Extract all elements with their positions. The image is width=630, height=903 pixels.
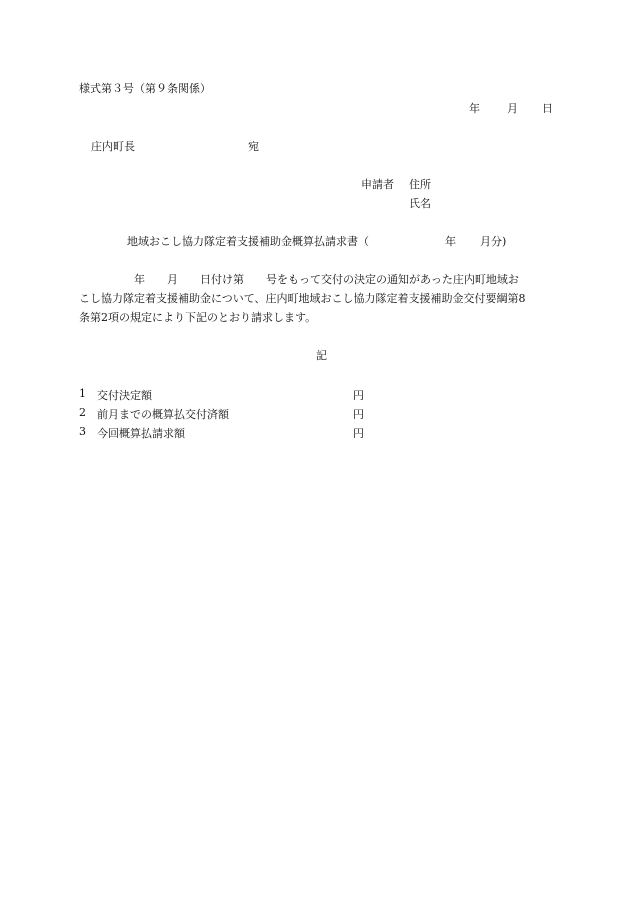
body-text-line-1: 年 月 日付け第 号をもって交付の決定の通知があった庄内町地域お xyxy=(79,273,519,286)
item-unit: 円 xyxy=(353,408,364,421)
item-unit: 円 xyxy=(353,389,364,402)
form-number: 様式第３号（第９条関係） xyxy=(79,82,211,95)
title-year-label: 年 xyxy=(445,235,456,248)
title-month-label: 月分) xyxy=(480,235,507,248)
list-item xyxy=(79,387,379,401)
document-title: 地域おこし協力隊定着支援補助金概算払請求書（ xyxy=(127,235,369,248)
applicant-label: 申請者 xyxy=(361,178,394,191)
date-year-label: 年 xyxy=(469,102,480,115)
item-number: 2 xyxy=(79,406,86,419)
item-unit: 円 xyxy=(353,427,364,440)
item-label: 前月までの概算払交付済額 xyxy=(97,408,229,421)
ki-heading: 記 xyxy=(316,349,327,362)
recipient-name: 庄内町長 xyxy=(91,140,135,153)
item-number: 1 xyxy=(79,387,86,400)
date-day-label: 日 xyxy=(542,102,553,115)
list-item xyxy=(79,425,379,439)
item-label: 今回概算払請求額 xyxy=(97,427,185,440)
body-text-line-2: こし協力隊定着支援補助金について、庄内町地域おこし協力隊定着支援補助金交付要綱第8 xyxy=(79,292,526,305)
item-number: 3 xyxy=(79,425,86,438)
name-label: 氏名 xyxy=(409,197,431,210)
recipient-suffix: 宛 xyxy=(248,140,259,153)
date-month-label: 月 xyxy=(507,102,518,115)
item-label: 交付決定額 xyxy=(97,389,152,402)
address-label: 住所 xyxy=(409,178,431,191)
body-text-line-3: 条第2項の規定により下記のとおり請求します。 xyxy=(79,311,317,324)
list-item xyxy=(79,406,379,420)
